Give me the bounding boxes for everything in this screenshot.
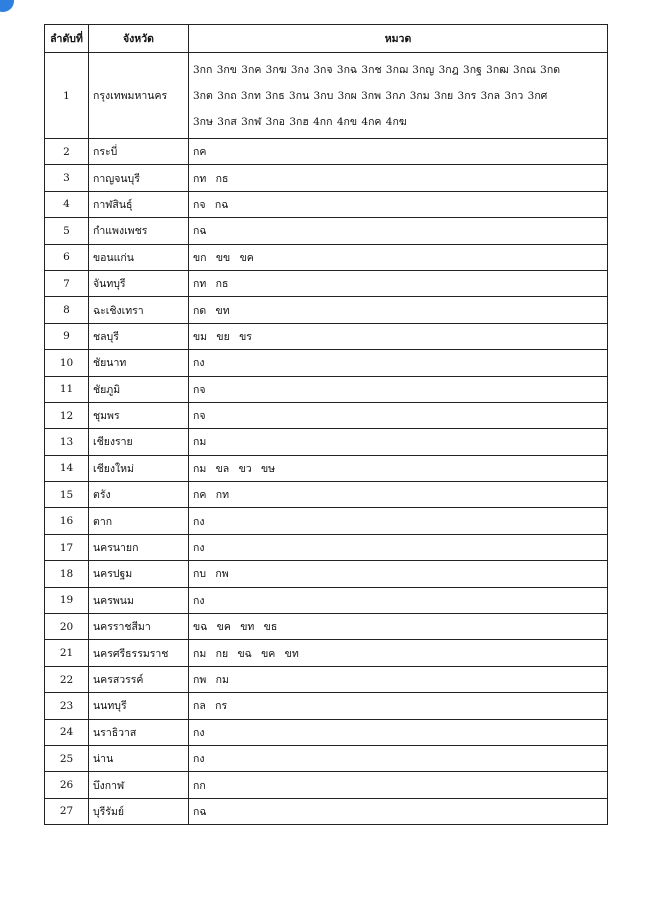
row-number: 24 — [45, 719, 89, 745]
province-name: นครนายก — [89, 534, 189, 560]
category-line: กม ขล ขว ขษ — [193, 462, 276, 475]
row-number: 10 — [45, 350, 89, 376]
row-number: 7 — [45, 270, 89, 296]
province-name: นครราชสีมา — [89, 614, 189, 640]
category-line: กม — [193, 436, 207, 449]
row-number: 6 — [45, 244, 89, 270]
province-name: นครปฐม — [89, 561, 189, 587]
row-number: 14 — [45, 455, 89, 481]
province-name: บึงกาฬ — [89, 772, 189, 798]
province-name: ชุมพร — [89, 402, 189, 428]
category-line: กง — [193, 726, 205, 739]
table-header-row — [45, 25, 608, 53]
category-codes — [189, 402, 608, 428]
category-codes — [189, 53, 608, 139]
category-line: ขม ขย ขร — [193, 330, 252, 343]
table-row — [45, 640, 608, 666]
row-number: 23 — [45, 693, 89, 719]
province-category-table — [44, 24, 608, 825]
category-line: กล กร — [193, 700, 228, 713]
province-name: กระบี่ — [89, 139, 189, 165]
row-number: 4 — [45, 191, 89, 217]
category-line: กจ กฉ — [193, 198, 229, 211]
province-name: ชัยภูมิ — [89, 376, 189, 402]
province-name: ตาก — [89, 508, 189, 534]
row-number: 22 — [45, 666, 89, 692]
category-codes — [189, 719, 608, 745]
row-number: 2 — [45, 139, 89, 165]
category-line: กท กธ — [193, 172, 229, 185]
category-line: กม กย ขฉ ขค ขท — [193, 647, 299, 660]
header-category: หมวด — [189, 25, 608, 53]
category-codes — [189, 455, 608, 481]
table-row — [45, 244, 608, 270]
category-line: กด ขท — [193, 304, 230, 317]
table-row — [45, 482, 608, 508]
table-row — [45, 139, 608, 165]
category-line: กง — [193, 542, 205, 555]
province-name: นครสวรรค์ — [89, 666, 189, 692]
row-number: 21 — [45, 640, 89, 666]
province-name: นครพนม — [89, 587, 189, 613]
table-row — [45, 350, 608, 376]
table-row — [45, 218, 608, 244]
row-number: 12 — [45, 402, 89, 428]
table-row — [45, 587, 608, 613]
province-name: ชัยนาท — [89, 350, 189, 376]
category-codes — [189, 666, 608, 692]
category-codes — [189, 561, 608, 587]
category-codes — [189, 297, 608, 323]
table-row — [45, 270, 608, 296]
table-row — [45, 455, 608, 481]
province-name: บุรีรัมย์ — [89, 798, 189, 824]
category-line: กค กท — [193, 489, 229, 502]
province-name: นนทบุรี — [89, 693, 189, 719]
category-codes — [189, 323, 608, 349]
row-number: 25 — [45, 745, 89, 771]
table-row — [45, 165, 608, 191]
table-body — [45, 53, 608, 825]
category-codes — [189, 165, 608, 191]
table-row — [45, 745, 608, 771]
table-row — [45, 772, 608, 798]
province-name: กาฬสินธุ์ — [89, 191, 189, 217]
row-number: 11 — [45, 376, 89, 402]
province-name: นครศรีธรรมราช — [89, 640, 189, 666]
category-line: กง — [193, 515, 205, 528]
category-codes — [189, 244, 608, 270]
category-codes — [189, 270, 608, 296]
province-name: ฉะเชิงเทรา — [89, 297, 189, 323]
category-line: ขฉ ขค ขท ขธ — [193, 621, 278, 634]
table-row — [45, 323, 608, 349]
category-line: กฉ — [193, 225, 207, 238]
row-number: 20 — [45, 614, 89, 640]
category-line: กท กธ — [193, 278, 229, 291]
row-number: 26 — [45, 772, 89, 798]
category-codes — [189, 614, 608, 640]
table-row — [45, 429, 608, 455]
province-name: จันทบุรี — [89, 270, 189, 296]
table-row — [45, 53, 608, 139]
province-name: ขอนแก่น — [89, 244, 189, 270]
row-number: 18 — [45, 561, 89, 587]
category-line: กจ — [193, 410, 206, 423]
category-line: กพ กม — [193, 674, 229, 686]
province-name: ชลบุรี — [89, 323, 189, 349]
row-number: 3 — [45, 165, 89, 191]
category-line: กบ กพ — [193, 568, 229, 581]
category-line: กฉ — [193, 805, 207, 818]
category-codes — [189, 139, 608, 165]
table-row — [45, 508, 608, 534]
category-codes — [189, 640, 608, 666]
category-line: กจ — [193, 383, 206, 396]
category-line: 3กก 3กข 3กค 3กฆ 3กง 3กจ 3กฉ 3กช 3กฌ 3กญ 3กฎ 3กฐ 3กฒ 3กณ 3กด — [193, 63, 561, 76]
table-row — [45, 798, 608, 824]
table-row — [45, 297, 608, 323]
province-name: น่าน — [89, 745, 189, 771]
category-line: กค — [193, 146, 207, 159]
category-codes — [189, 191, 608, 217]
blue-dot-indicator — [0, 0, 14, 12]
table-row — [45, 534, 608, 560]
table-row — [45, 191, 608, 217]
category-codes — [189, 745, 608, 771]
province-name: เชียงราย — [89, 429, 189, 455]
table-row — [45, 614, 608, 640]
province-name: นราธิวาส — [89, 719, 189, 745]
row-number: 1 — [45, 53, 89, 139]
row-number: 13 — [45, 429, 89, 455]
header-order: ลำดับที่ — [45, 25, 89, 53]
category-line: 3กษ 3กส 3กฬ 3กอ 3กฮ 4กก 4กข 4กค 4กฆ — [193, 115, 407, 128]
province-name: กำแพงเพชร — [89, 218, 189, 244]
table-row — [45, 561, 608, 587]
table-row — [45, 719, 608, 745]
category-codes — [189, 772, 608, 798]
category-codes — [189, 587, 608, 613]
category-line: 3กต 3กถ 3กท 3กธ 3กน 3กบ 3กผ 3กพ 3กภ 3กม 3กย 3กร 3กล 3กว 3กศ — [193, 89, 548, 102]
category-line: กง — [193, 594, 205, 607]
province-name: กรุงเทพมหานคร — [89, 53, 189, 139]
table-row — [45, 666, 608, 692]
category-codes — [189, 376, 608, 402]
row-number: 27 — [45, 798, 89, 824]
table-row — [45, 693, 608, 719]
category-codes — [189, 218, 608, 244]
category-codes — [189, 534, 608, 560]
category-line: กก — [193, 779, 206, 792]
province-name: เชียงใหม่ — [89, 455, 189, 481]
category-line: กง — [193, 753, 205, 766]
row-number: 17 — [45, 534, 89, 560]
category-codes — [189, 429, 608, 455]
row-number: 8 — [45, 297, 89, 323]
category-codes — [189, 482, 608, 508]
province-name: กาญจนบุรี — [89, 165, 189, 191]
category-line: ขก ขข ขค — [193, 251, 254, 264]
row-number: 16 — [45, 508, 89, 534]
category-line: กง — [193, 357, 205, 370]
row-number: 5 — [45, 218, 89, 244]
header-province: จังหวัด — [89, 25, 189, 53]
row-number: 19 — [45, 587, 89, 613]
category-codes — [189, 693, 608, 719]
table-row — [45, 402, 608, 428]
category-codes — [189, 350, 608, 376]
category-codes — [189, 798, 608, 824]
province-name: ตรัง — [89, 482, 189, 508]
category-codes — [189, 508, 608, 534]
row-number: 15 — [45, 482, 89, 508]
row-number: 9 — [45, 323, 89, 349]
table-row — [45, 376, 608, 402]
